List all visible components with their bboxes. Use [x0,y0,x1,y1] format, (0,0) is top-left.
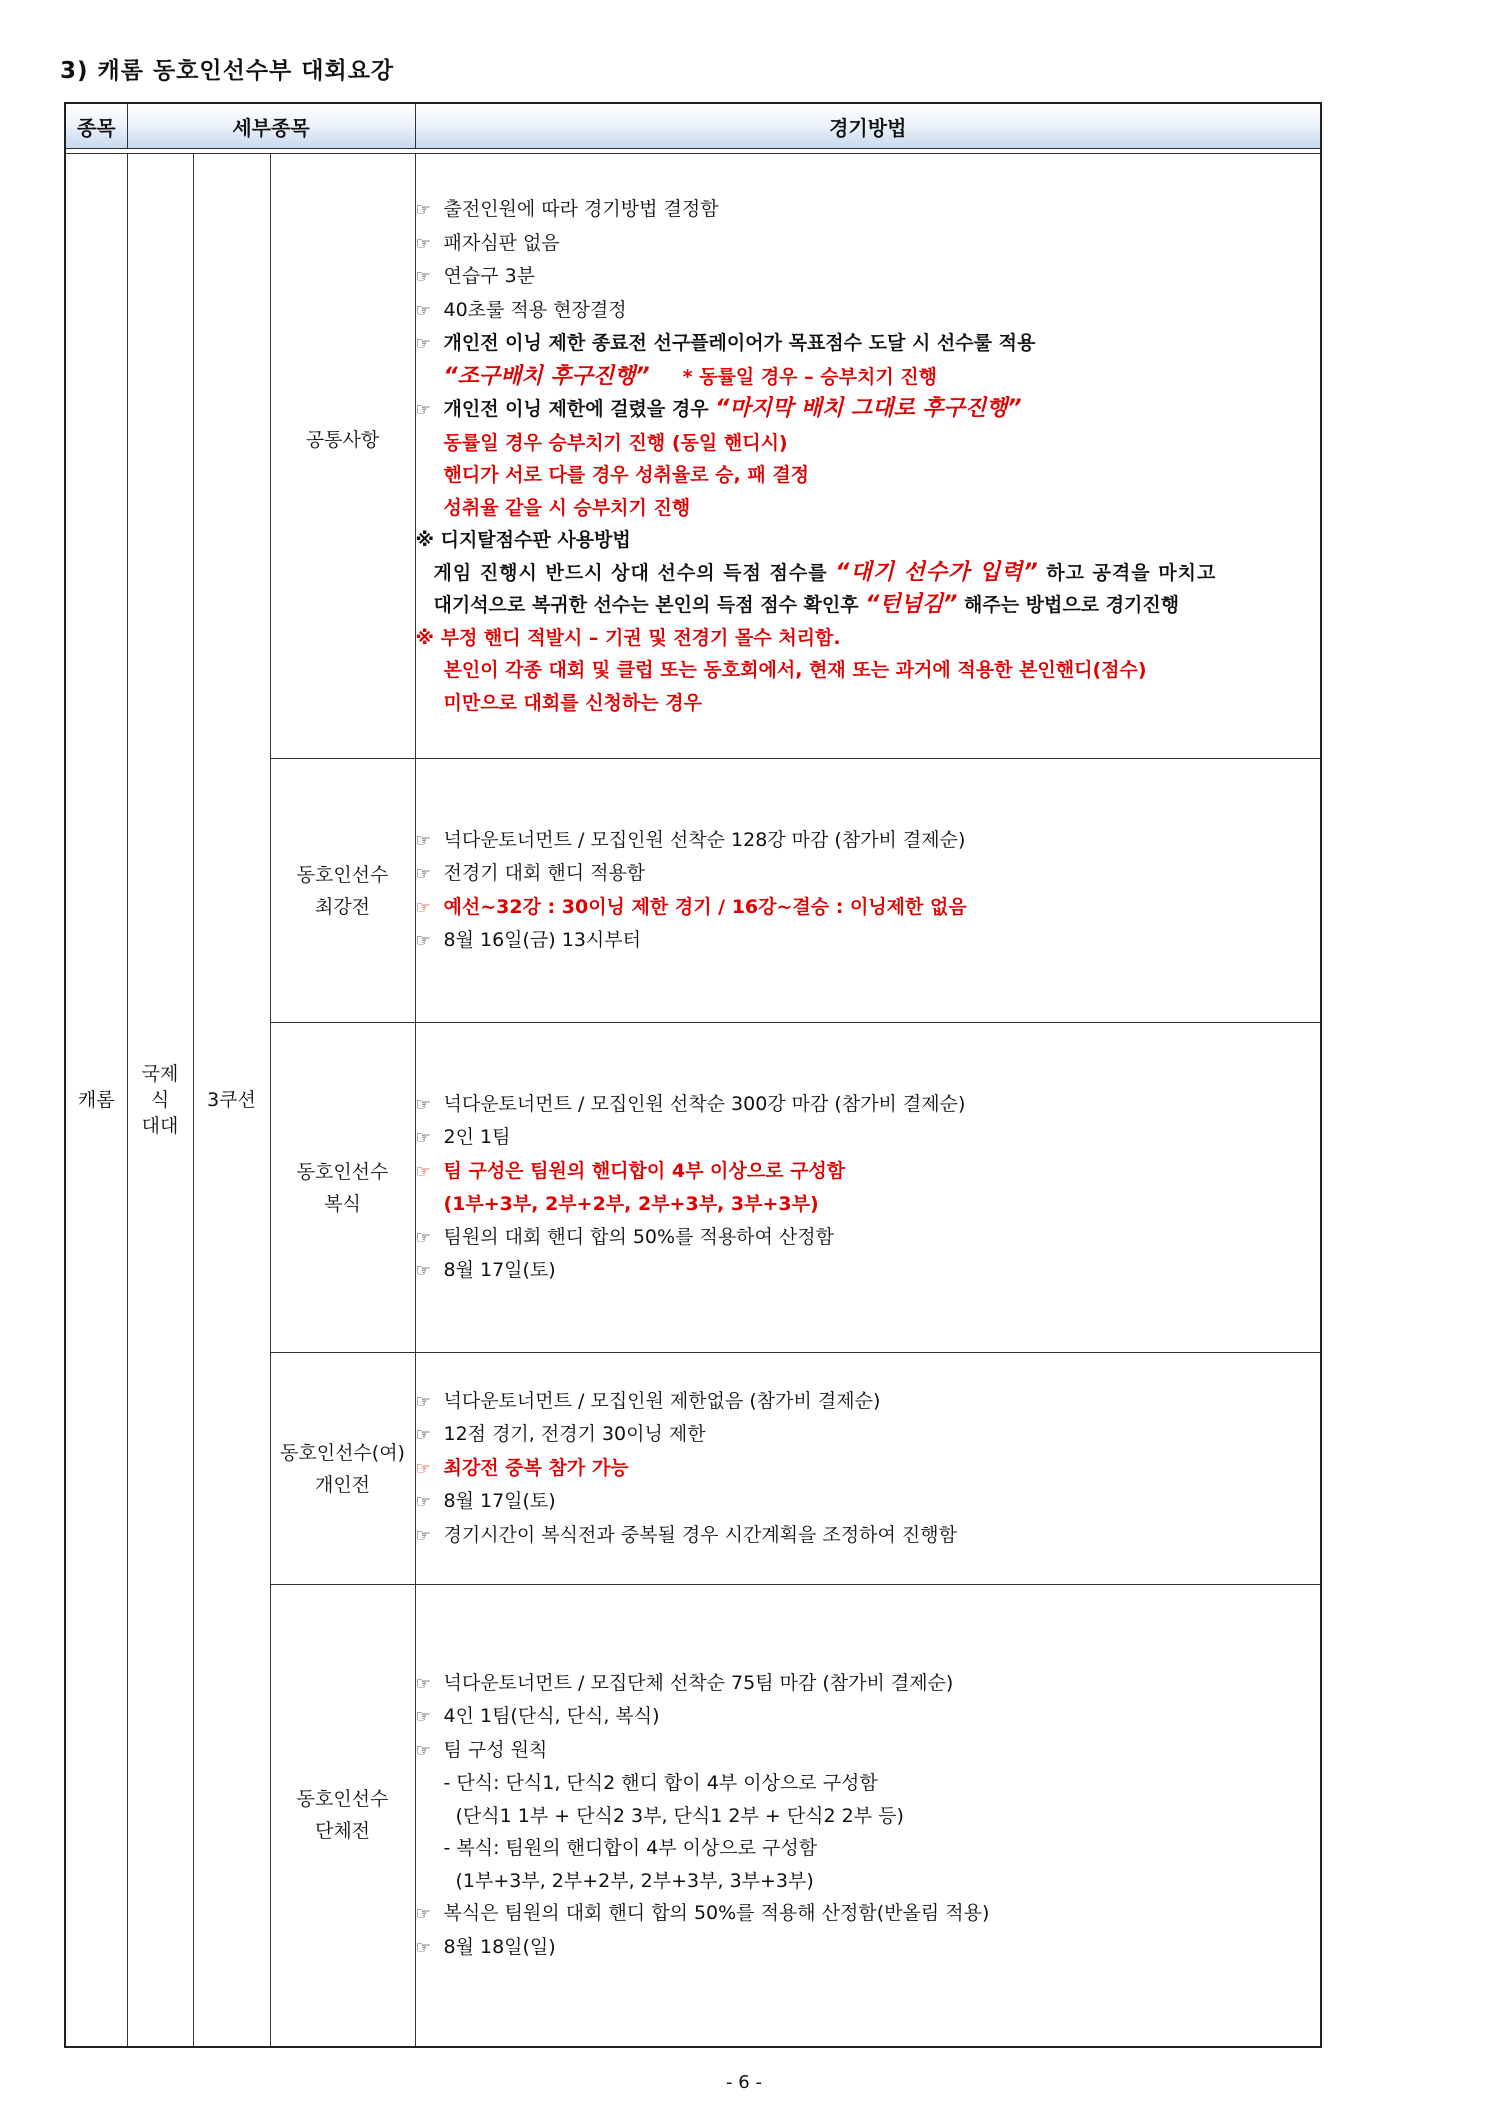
content-strongest [415,759,1321,1023]
team-line: - 단식: 단식1, 단식2 핸디 합이 4부 이상으로 구성함 [443,1772,878,1794]
doubles-line: 팀원의 대회 핸디 합의 50%를 적용하여 산정함 [443,1225,834,1248]
header-subsport: 세부종목 [127,103,415,149]
pointing-hand-icon: ☞ [415,267,431,287]
pointing-hand-icon: ☞ [415,1525,431,1546]
pointing-hand-icon: ☞ [415,897,431,918]
label-women [270,1353,415,1585]
team-line: 4인 1팀(단식, 단식, 복식) [443,1705,660,1727]
header-method: 경기방법 [415,103,1321,149]
label-strongest-text: 동호인선수 최강전 [296,863,389,918]
common-line: 개인전 이닝 제한에 걸렸을 경우 [443,398,709,420]
pointing-hand-icon: ☞ [415,1458,431,1479]
label-doubles [270,1023,415,1353]
content-women [415,1353,1321,1585]
common-line: ※ 디지탈점수판 사용방법 [415,529,631,551]
pointing-hand-icon: ☞ [415,400,431,420]
pointing-hand-icon: ☞ [415,1425,431,1446]
pointing-hand-icon: ☞ [415,334,431,354]
page-title: 3) 캐롬 동호인선수부 대회요강 [60,58,395,84]
pointing-hand-icon: ☞ [415,1904,431,1924]
pointing-hand-icon: ☞ [415,1161,431,1182]
strongest-line: 넉다운토너먼트 / 모집인원 선착순 128강 마감 (참가비 결제순) [443,828,966,851]
women-line: 12점 경기, 전경기 30이닝 제한 [443,1423,706,1446]
pointing-hand-icon: ☞ [415,1707,431,1727]
pointing-hand-icon: ☞ [415,1094,431,1115]
common-line: 패자심판 없음 [443,231,560,254]
common-line: 성취율 같을 시 승부치기 진행 [443,496,691,519]
women-line: 최강전 중복 참가 가능 [443,1456,629,1479]
pointing-hand-icon: ☞ [415,931,431,951]
common-line: * 동률일 경우 – 승부치기 진행 [682,365,937,388]
common-line: 40초룰 적용 현장결정 [443,298,627,321]
common-line: 개인전 이닝 제한 종료전 선구플레이어가 목표점수 도달 시 선수룰 적용 [443,332,1036,354]
label-women-text: 동호인선수(여) 개인전 [280,1441,405,1496]
common-line: 하고 공격을 마치고 [1046,561,1217,584]
common-line: 대기석으로 복귀한 선수는 본인의 득점 점수 확인후 [433,594,859,616]
content-team [415,1585,1321,2047]
common-emphasis: “대기 선수가 입력” [835,559,1039,585]
common-line: 연습구 3분 [443,265,536,287]
pointing-hand-icon: ☞ [415,233,431,254]
pointing-hand-icon: ☞ [415,1492,431,1513]
team-line: 넉다운토너먼트 / 모집단체 선착순 75팀 마감 (참가비 결제순) [443,1671,954,1694]
common-line: 게임 진행시 반드시 상대 선수의 득점 점수를 [433,561,828,584]
category-text: 국제 식 대대 [141,1062,179,1137]
label-team [270,1585,415,2047]
sport-cell: 캐롬 [65,154,127,2047]
strongest-line: 전경기 대회 핸디 적용함 [443,862,646,884]
subcategory-cell: 3쿠션 [193,154,270,2047]
women-line: 넉다운토너먼트 / 모집인원 제한없음 (참가비 결제순) [443,1389,881,1412]
pointing-hand-icon: ☞ [415,1128,431,1148]
page-number: - 6 - [726,2072,762,2093]
team-line: - 복식: 팀원의 핸디합이 4부 이상으로 구성함 [443,1837,818,1859]
content-common [415,154,1321,759]
pointing-hand-icon: ☞ [415,1673,431,1694]
women-line: 경기시간이 복식전과 중복될 경우 시간계획을 조정하여 진행함 [443,1523,957,1546]
pointing-hand-icon: ☞ [415,200,431,220]
label-team-text: 동호인선수 단체전 [296,1788,389,1843]
doubles-line: 팀 구성은 팀원의 핸디합이 4부 이상으로 구성함 [443,1159,846,1182]
doubles-line: 2인 1팀 [443,1126,511,1148]
common-line: 동률일 경우 승부치기 진행 (동일 핸디시) [443,431,788,454]
header-sport: 종목 [65,103,127,149]
women-line: 8월 17일(토) [443,1490,556,1513]
header-row [65,103,1321,149]
common-line: 미만으로 대회를 신청하는 경우 [443,691,702,714]
pointing-hand-icon: ☞ [415,300,431,321]
pointing-hand-icon: ☞ [415,830,431,851]
pointing-hand-icon: ☞ [415,1740,431,1761]
label-strongest [270,759,415,1023]
common-line: ※ 부정 핸디 적발시 – 기권 및 전경기 몰수 처리함. [415,626,841,649]
pointing-hand-icon: ☞ [415,1227,431,1248]
team-line: (1부+3부, 2부+2부, 2부+3부, 3부+3부) [455,1869,814,1892]
common-line: 해주는 방법으로 경기진행 [963,594,1180,616]
pointing-hand-icon: ☞ [415,1937,431,1958]
doubles-line: (1부+3부, 2부+2부, 2부+3부, 3부+3부) [443,1193,819,1215]
common-emphasis: “조구배치 후구진행” [443,363,650,389]
category-cell [127,154,193,2047]
pointing-hand-icon: ☞ [415,1391,431,1412]
competition-table [64,102,1322,2048]
label-doubles-text: 동호인선수 복식 [296,1160,389,1215]
doubles-line: 8월 17일(토) [443,1259,556,1281]
team-line: (단식1 1부 + 단식2 3부, 단식1 2부 + 단식2 2부 등) [455,1804,904,1827]
common-emphasis: “턴넘김” [865,592,958,617]
common-emphasis: “마지막 배치 그대로 후구진행” [715,396,1022,421]
team-line: 복식은 팀원의 대회 핸디 합의 50%를 적용해 산정함(반올림 적용) [443,1902,990,1924]
common-line: 출전인원에 따라 경기방법 결정함 [443,198,719,220]
pointing-hand-icon: ☞ [415,864,431,884]
pointing-hand-icon: ☞ [415,1261,431,1281]
doubles-line: 넉다운토너먼트 / 모집인원 선착순 300강 마감 (참가비 결제순) [443,1092,966,1115]
common-line: 핸디가 서로 다를 경우 성취율로 승, 패 결정 [443,464,810,486]
strongest-line: 8월 16일(금) 13시부터 [443,929,641,951]
team-line: 8월 18일(일) [443,1935,556,1958]
common-line: 본인이 각종 대회 및 클럽 또는 동호회에서, 현재 또는 과거에 적용한 본인핸디(점수) [443,659,1147,681]
label-common: 공통사항 [270,154,415,759]
team-line: 팀 구성 원칙 [443,1738,548,1761]
strongest-line: 예선~32강 : 30이닝 제한 경기 / 16강~결승 : 이닝제한 없음 [443,895,967,918]
content-doubles [415,1023,1321,1353]
row-common [65,154,1321,759]
